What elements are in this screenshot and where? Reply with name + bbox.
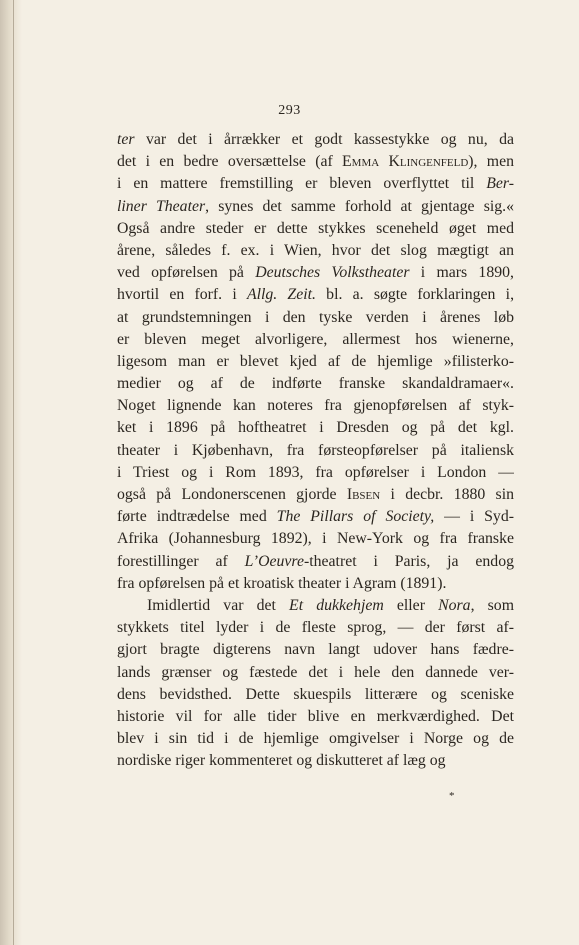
text-span: -theatret i Paris, ja endog	[303, 552, 514, 570]
text-span: Noget lignende kan noteres fra gjenopførelsen af styk-	[117, 397, 514, 415]
text-span: ligesom man er blevet kjed af de hjemlige »filisterko-	[117, 352, 514, 370]
text-line	[117, 462, 514, 484]
text-span: theater i Kjøbenhavn, fra førsteopførelser på italiensk	[117, 441, 514, 459]
text-span: ), men	[468, 153, 514, 171]
text-span: bl. a. søgte forklaringen i,	[315, 286, 514, 304]
text-span: førte indtrædelse med	[117, 508, 277, 526]
text-line	[117, 728, 514, 750]
text-span: dens bevidsthed. Dette skuespils litterære og sceniske	[117, 685, 514, 703]
text-span: i en mattere fremstilling er bleven overflyttet til	[117, 175, 487, 193]
text-line	[117, 573, 514, 595]
text-line	[117, 173, 514, 195]
text-span: stykkets titel lyder i de fleste sprog, — der først af-	[117, 619, 514, 637]
text-span: forestillinger af	[117, 552, 245, 570]
italic-span: The Pillars of Society,	[276, 508, 435, 526]
italic-span: Allg. Zeit.	[246, 286, 316, 304]
text-line	[117, 151, 514, 173]
text-line	[117, 262, 514, 284]
binding-edge-line	[13, 0, 14, 945]
signature-mark: *	[449, 790, 455, 802]
text-span: Afrika (Johannesburg 1892), i New-York og fra franske	[117, 530, 514, 548]
text-span: lands grænser og fæstede det i hele den dannede ver-	[117, 663, 514, 681]
text-span: hvortil en forf. i	[117, 286, 247, 304]
text-line	[117, 307, 514, 329]
text-span: medier og af de indførte franske skandaldramaer«.	[117, 375, 514, 393]
text-line	[117, 351, 514, 373]
text-span: fra opførelsen på et kroatisk theater i Agram (1891).	[117, 574, 447, 592]
text-span: er bleven meget alvorligere, allermest hos wienerne,	[117, 330, 514, 348]
text-span: , som	[470, 596, 514, 614]
text-line	[117, 417, 514, 439]
text-span: var det i årrækker et godt kassestykke og nu, da	[134, 131, 514, 148]
smallcaps-span: Emma Klingenfeld	[342, 153, 469, 171]
text-span: at grundstemningen i den tyske verden i årenes løb	[117, 308, 514, 326]
text-line	[117, 639, 514, 661]
text-span: Imidlertid var det	[147, 596, 290, 614]
text-span: gjort bragte digterens navn langt udover hans fædre-	[117, 641, 514, 659]
text-line	[117, 484, 514, 506]
book-spine-shadow	[0, 0, 22, 945]
text-line	[117, 750, 514, 772]
text-line	[117, 617, 514, 639]
text-span: nordiske riger kommenteret og diskutteret af læg og	[117, 752, 446, 770]
text-span: ved opførelsen på	[117, 264, 256, 282]
text-span: årene, således f. ex. i Wien, hvor det slog mægtigt an	[117, 241, 514, 259]
text-span: i Triest og i Rom 1893, fra opførelser i London —	[117, 463, 514, 481]
text-span: i decbr. 1880 sin	[380, 486, 514, 503]
text-line	[117, 196, 514, 218]
text-line	[117, 551, 514, 573]
text-line	[117, 528, 514, 550]
text-line	[117, 595, 514, 617]
page-number: 293	[278, 103, 301, 118]
text-span: også på Londonerscenen gjorde	[117, 486, 347, 503]
text-line	[117, 706, 514, 728]
italic-span: Ber-	[486, 175, 514, 193]
italic-span: Deutsches Volkstheater	[255, 264, 410, 282]
text-span: historie vil for alle tider blive en merkværdighed. Det	[117, 707, 514, 725]
italic-span: L’Oeuvre	[244, 552, 304, 570]
text-line	[117, 506, 514, 528]
text-line	[117, 218, 514, 240]
body-text	[117, 129, 514, 772]
text-line	[117, 395, 514, 417]
text-span: ket i 1896 på hoftheatret i Dresden og på det kgl.	[117, 419, 514, 437]
text-line	[117, 129, 514, 151]
text-span: eller	[383, 596, 439, 614]
italic-span: Et dukkehjem	[289, 596, 384, 614]
text-span: blev i sin tid i de hjemlige omgivelser i Norge og de	[117, 730, 514, 748]
smallcaps-span: Ibsen	[346, 486, 381, 503]
italic-span: liner Theater	[117, 197, 206, 215]
text-line	[117, 440, 514, 462]
text-line	[117, 662, 514, 684]
text-line	[117, 240, 514, 262]
text-span: det i en bedre oversættelse (af	[117, 153, 343, 171]
text-span: — i Syd-	[434, 508, 514, 526]
text-span: , synes det samme forhold at gjentage sig.«	[205, 197, 514, 215]
italic-span: Nora	[438, 596, 471, 614]
text-line	[117, 684, 514, 706]
text-line	[117, 329, 514, 351]
text-line	[117, 373, 514, 395]
text-span: i mars 1890,	[409, 264, 514, 282]
italic-span: ter	[117, 131, 135, 148]
text-span: Også andre steder er dette stykkes sceneheld øget med	[117, 219, 514, 237]
text-line	[117, 284, 514, 306]
